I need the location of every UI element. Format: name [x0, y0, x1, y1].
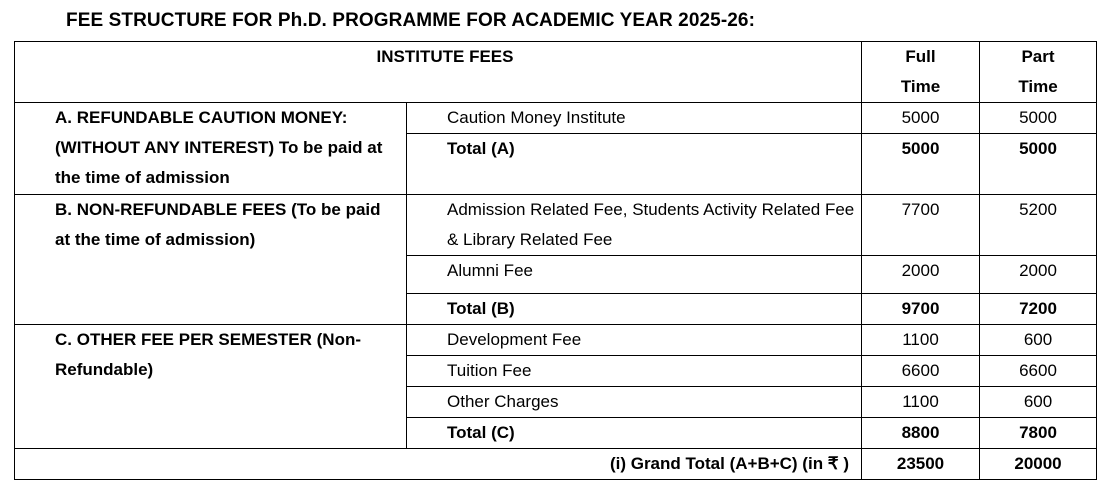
section-c-label: C. OTHER FEE PER SEMESTER (Non-Refundable) [15, 325, 407, 449]
table-row [15, 195, 1097, 256]
fee-item-full-time: 1100 [862, 387, 980, 418]
fee-item-name: Other Charges [407, 387, 862, 418]
grand-total-label: (i) Grand Total (A+B+C) (in ₹ ) [15, 449, 862, 480]
fee-item-name: Tuition Fee [407, 356, 862, 387]
fee-item-full-time: 1100 [862, 325, 980, 356]
total-c-full-time: 8800 [862, 418, 980, 449]
table-row [15, 103, 1097, 134]
fee-item-full-time: 7700 [862, 195, 980, 256]
full-time-header-line2: Time [900, 77, 941, 96]
part-time-header-line2: Time [1018, 77, 1058, 96]
total-a-part-time: 5000 [980, 134, 1097, 195]
total-b-part-time: 7200 [980, 294, 1097, 325]
total-b-label: Total (B) [407, 294, 862, 325]
section-b-label: B. NON-REFUNDABLE FEES (To be paid at the time of admission) [15, 195, 407, 325]
page-title: FEE STRUCTURE FOR Ph.D. PROGRAMME FOR ACADEMIC YEAR 2025-26: [66, 10, 756, 31]
fee-item-name: Caution Money Institute [407, 103, 862, 134]
table-row [15, 325, 1097, 356]
total-a-label: Total (A) [407, 134, 862, 195]
part-time-header-line1: Part [1021, 47, 1055, 66]
fee-item-full-time: 2000 [862, 256, 980, 294]
fee-item-part-time: 2000 [980, 256, 1097, 294]
fee-item-part-time: 6600 [980, 356, 1097, 387]
fee-item-name: Development Fee [407, 325, 862, 356]
fee-item-full-time: 6600 [862, 356, 980, 387]
institute-fees-header: INSTITUTE FEES [15, 42, 862, 103]
total-c-part-time: 7800 [980, 418, 1097, 449]
total-c-label: Total (C) [407, 418, 862, 449]
table-header-row [15, 42, 1097, 103]
section-a-label: A. REFUNDABLE CAUTION MONEY: (WITHOUT ANY INTEREST) To be paid at the time of admission [15, 103, 407, 195]
fee-item-part-time: 5200 [980, 195, 1097, 256]
grand-total-row [15, 449, 1097, 480]
total-b-full-time: 9700 [862, 294, 980, 325]
full-time-header [862, 42, 980, 103]
fee-item-part-time: 600 [980, 387, 1097, 418]
grand-total-full-time: 23500 [862, 449, 980, 480]
fee-item-part-time: 600 [980, 325, 1097, 356]
grand-total-part-time: 20000 [980, 449, 1097, 480]
fee-item-name: Admission Related Fee, Students Activity Related Fee & Library Related Fee [407, 195, 862, 256]
part-time-header [980, 42, 1097, 103]
fee-item-name: Alumni Fee [407, 256, 862, 294]
total-a-full-time: 5000 [862, 134, 980, 195]
fee-structure-table [14, 41, 1097, 480]
fee-item-full-time: 5000 [862, 103, 980, 134]
full-time-header-line1: Full [905, 47, 936, 66]
fee-item-part-time: 5000 [980, 103, 1097, 134]
